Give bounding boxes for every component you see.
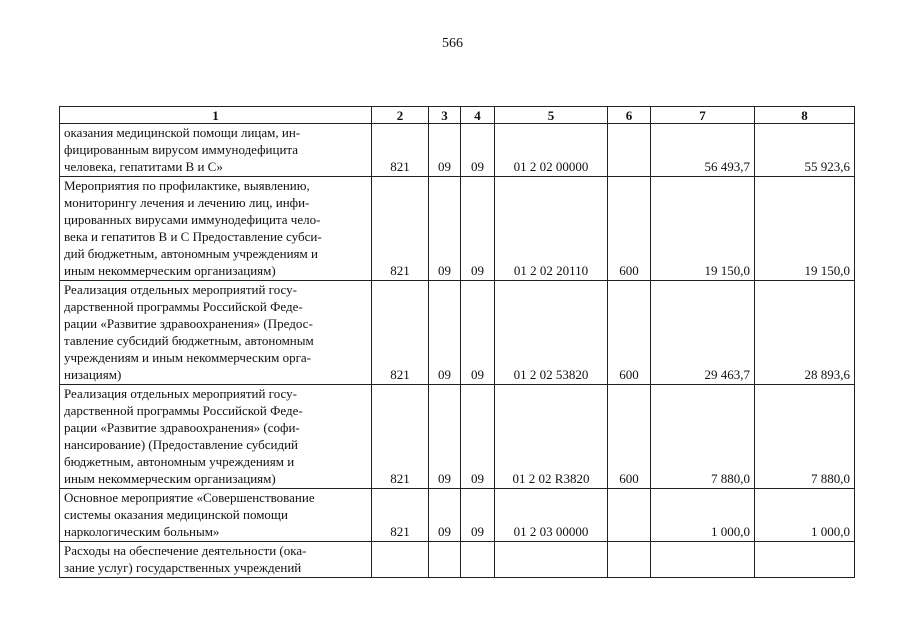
rz-cell: 09 [429, 489, 461, 542]
sum1-cell: 7 880,0 [651, 385, 755, 489]
table-row [60, 385, 855, 489]
table-row [60, 281, 855, 385]
sum2-cell: 55 923,6 [755, 124, 855, 177]
vr-cell: 600 [608, 385, 651, 489]
table-row [60, 489, 855, 542]
vr-cell: 600 [608, 177, 651, 281]
description-cell [60, 281, 372, 385]
vr-cell [608, 489, 651, 542]
description-line: оказания медицинской помощи лицам, ин- [64, 125, 301, 140]
description-line: Реализация отдельных мероприятий госу- [64, 282, 297, 297]
description-line: человека, гепатитами В и С» [64, 159, 223, 174]
sum2-cell: 1 000,0 [755, 489, 855, 542]
description-line: учреждениям и иным некоммерческим орга- [64, 350, 311, 365]
csr-cell: 01 2 02 53820 [495, 281, 608, 385]
description-cell [60, 124, 372, 177]
ved-cell [372, 542, 429, 578]
csr-cell [495, 542, 608, 578]
column-header: 4 [461, 107, 495, 124]
description-line: Расходы на обеспечение деятельности (ока- [64, 543, 307, 558]
page-number: 566 [442, 36, 463, 51]
vr-cell [608, 124, 651, 177]
description-cell [60, 385, 372, 489]
table-body [60, 124, 855, 578]
column-header: 1 [60, 107, 372, 124]
ved-cell: 821 [372, 489, 429, 542]
sum1-cell: 56 493,7 [651, 124, 755, 177]
pr-cell: 09 [461, 281, 495, 385]
description-line: фицированным вирусом иммунодефицита [64, 142, 299, 157]
description-line: рации «Развитие здравоохранения» (софи- [64, 420, 300, 435]
description-line: бюджетным, автономным учреждениям и [64, 454, 295, 469]
description-line: Реализация отдельных мероприятий госу- [64, 386, 297, 401]
description-line: низациям) [64, 367, 122, 382]
pr-cell: 09 [461, 177, 495, 281]
column-header: 2 [372, 107, 429, 124]
rz-cell [429, 542, 461, 578]
sum1-cell: 1 000,0 [651, 489, 755, 542]
column-header: 7 [651, 107, 755, 124]
description-line: дарственной программы Российской Феде- [64, 299, 303, 314]
pr-cell: 09 [461, 489, 495, 542]
description-cell [60, 177, 372, 281]
csr-cell: 01 2 03 00000 [495, 489, 608, 542]
sum2-cell: 19 150,0 [755, 177, 855, 281]
description-line: рации «Развитие здравоохранения» (Предос- [64, 316, 313, 331]
column-header: 5 [495, 107, 608, 124]
description-line: Основное мероприятие «Совершенствование [64, 490, 315, 505]
description-cell [60, 489, 372, 542]
vr-cell: 600 [608, 281, 651, 385]
description-line: зание услуг) государственных учреждений [64, 560, 302, 575]
sum2-cell: 7 880,0 [755, 385, 855, 489]
pr-cell: 09 [461, 124, 495, 177]
description-line: тавление субсидий бюджетным, автономным [64, 333, 314, 348]
ved-cell: 821 [372, 385, 429, 489]
description-line: дарственной программы Российской Феде- [64, 403, 303, 418]
description-line: системы оказания медицинской помощи [64, 507, 288, 522]
table-header-row [60, 107, 855, 124]
description-line: века и гепатитов В и С Предоставление субси- [64, 229, 322, 244]
ved-cell: 821 [372, 124, 429, 177]
rz-cell: 09 [429, 281, 461, 385]
pr-cell [461, 542, 495, 578]
budget-table [59, 106, 855, 578]
description-line: нансирование) (Предоставление субсидий [64, 437, 298, 452]
sum1-cell: 19 150,0 [651, 177, 755, 281]
table-row [60, 124, 855, 177]
column-header: 6 [608, 107, 651, 124]
description-line: иным некоммерческим организациям) [64, 471, 276, 486]
description-line: наркологическим больным» [64, 524, 220, 539]
csr-cell: 01 2 02 00000 [495, 124, 608, 177]
description-cell [60, 542, 372, 578]
ved-cell: 821 [372, 281, 429, 385]
rz-cell: 09 [429, 177, 461, 281]
sum1-cell: 29 463,7 [651, 281, 755, 385]
sum2-cell [755, 542, 855, 578]
csr-cell: 01 2 02 20110 [495, 177, 608, 281]
sum2-cell: 28 893,6 [755, 281, 855, 385]
description-line: цированных вирусами иммунодефицита чело- [64, 212, 321, 227]
rz-cell: 09 [429, 124, 461, 177]
csr-cell: 01 2 02 R3820 [495, 385, 608, 489]
sum1-cell [651, 542, 755, 578]
table-row [60, 177, 855, 281]
description-line: Мероприятия по профилактике, выявлению, [64, 178, 310, 193]
description-line: мониторингу лечения и лечению лиц, инфи- [64, 195, 310, 210]
vr-cell [608, 542, 651, 578]
rz-cell: 09 [429, 385, 461, 489]
description-line: иным некоммерческим организациям) [64, 263, 276, 278]
column-header: 8 [755, 107, 855, 124]
ved-cell: 821 [372, 177, 429, 281]
column-header: 3 [429, 107, 461, 124]
description-line: дий бюджетным, автономным учреждениям и [64, 246, 318, 261]
pr-cell: 09 [461, 385, 495, 489]
table-row [60, 542, 855, 578]
